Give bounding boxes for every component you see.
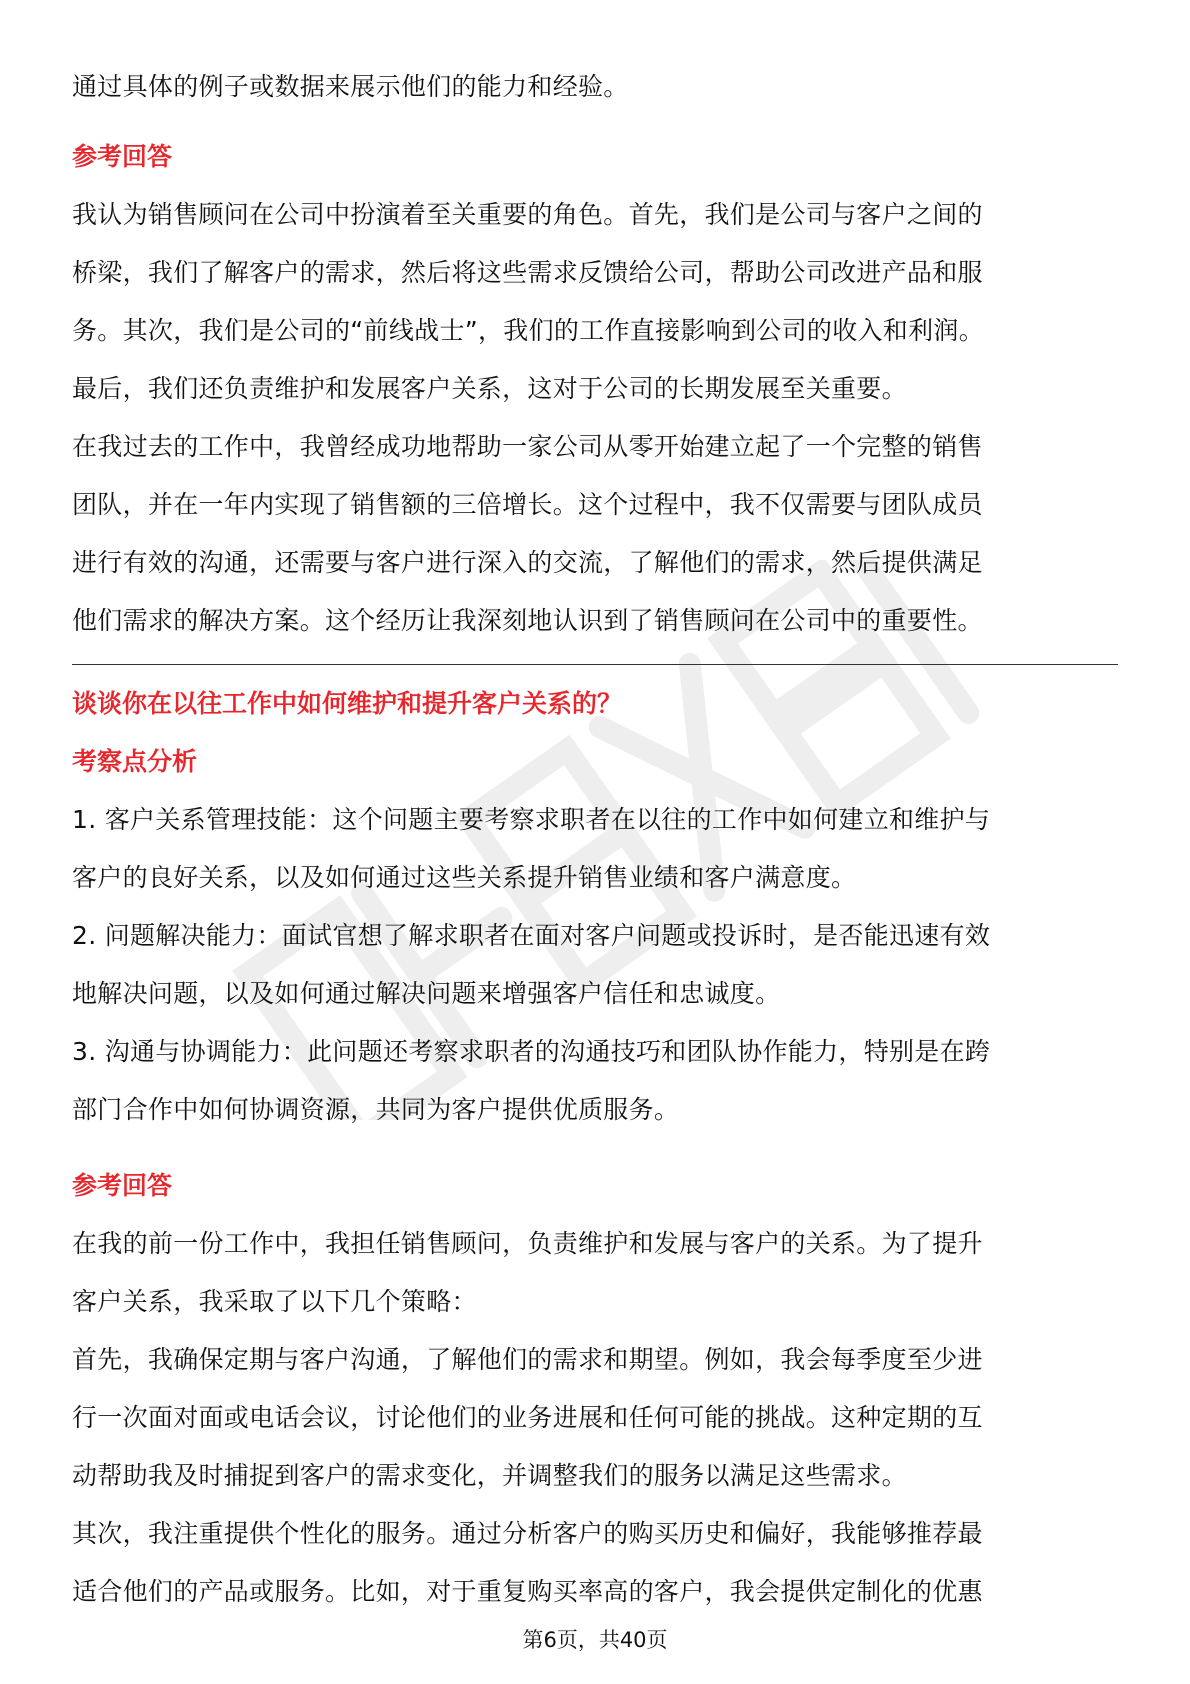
analysis-heading: 考察点分析 — [72, 747, 198, 776]
answer-heading-1: 参考回答 — [72, 142, 173, 171]
answer-2-line: 动帮助我及时捕捉到客户的需求变化，并调整我们的服务以满足这些需求。 — [72, 1461, 907, 1490]
analysis-line: 2. 问题解决能力：面试官想了解求职者在面对客户问题或投诉时，是否能迅速有效 — [72, 921, 991, 950]
answer-1-line: 进行有效的沟通，还需要与客户进行深入的交流，了解他们的需求，然后提供满足 — [72, 548, 983, 577]
analysis-line: 1. 客户关系管理技能：这个问题主要考察求职者在以往的工作中如何建立和维护与 — [72, 805, 991, 834]
answer-2-line: 行一次面对面或电话会议，讨论他们的业务进展和任何可能的挑战。这种定期的互 — [72, 1403, 983, 1432]
question-heading: 谈谈你在以往工作中如何维护和提升客户关系的？ — [72, 689, 623, 718]
answer-2-line: 适合他们的产品或服务。比如，对于重复购买率高的客户，我会提供定制化的优惠 — [72, 1577, 983, 1606]
analysis-line: 部门合作中如何协调资源，共同为客户提供优质服务。 — [72, 1095, 680, 1124]
document-page — [72, 58, 1118, 1621]
answer-2-line: 首先，我确保定期与客户沟通，了解他们的需求和期望。例如，我会每季度至少进 — [72, 1345, 983, 1374]
answer-1-line: 在我过去的工作中，我曾经成功地帮助一家公司从零开始建立起了一个完整的销售 — [72, 432, 983, 461]
answer-1-line: 最后，我们还负责维护和发展客户关系，这对于公司的长期发展至关重要。 — [72, 374, 907, 403]
page-number: 第6页，共40页 — [522, 1628, 668, 1652]
answer-1-line: 桥梁，我们了解客户的需求，然后将这些需求反馈给公司，帮助公司改进产品和服 — [72, 258, 983, 287]
answer-2-line: 客户关系，我采取了以下几个策略： — [72, 1287, 477, 1316]
answer-2-line: 在我的前一份工作中，我担任销售顾问，负责维护和发展与客户的关系。为了提升 — [72, 1229, 983, 1258]
answer-heading-2: 参考回答 — [72, 1171, 173, 1200]
analysis-line: 地解决问题，以及如何通过解决问题来增强客户信任和忠诚度。 — [72, 979, 781, 1008]
answer-1-line: 团队，并在一年内实现了销售额的三倍增长。这个过程中，我不仅需要与团队成员 — [72, 490, 983, 519]
answer-1-line: 他们需求的解决方案。这个经历让我深刻地认识到了销售顾问在公司中的重要性。 — [72, 606, 983, 635]
intro-line: 通过具体的例子或数据来展示他们的能力和经验。 — [72, 72, 629, 101]
answer-1-line: 务。其次，我们是公司的“前线战士”，我们的工作直接影响到公司的收入和利润。 — [72, 316, 985, 345]
answer-1-line: 我认为销售顾问在公司中扮演着至关重要的角色。首先，我们是公司与客户之间的 — [72, 200, 983, 229]
answer-2-line: 其次，我注重提供个性化的服务。通过分析客户的购买历史和偏好，我能够推荐最 — [72, 1519, 983, 1548]
analysis-line: 3. 沟通与协调能力：此问题还考察求职者的沟通技巧和团队协作能力，特别是在跨 — [72, 1037, 991, 1066]
section-divider — [72, 664, 1118, 665]
analysis-line: 客户的良好关系，以及如何通过这些关系提升销售业绩和客户满意度。 — [72, 863, 857, 892]
